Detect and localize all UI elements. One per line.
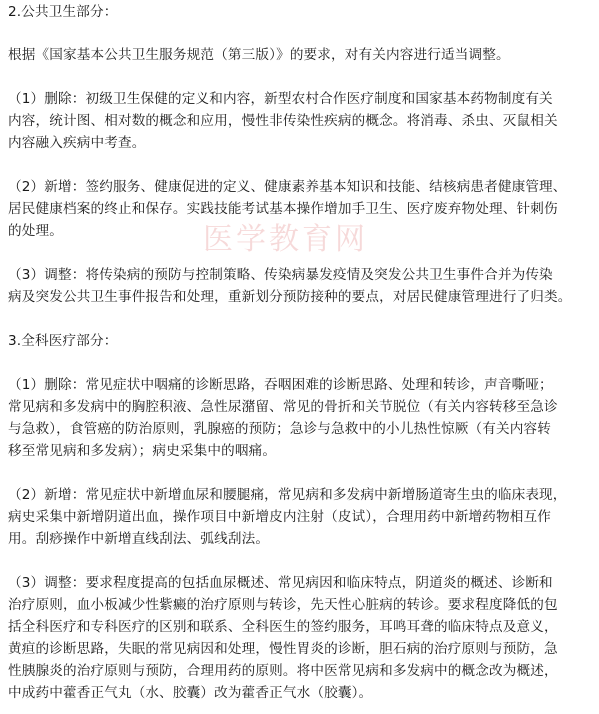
public-health-add-line-2: 居民健康档案的终止和保存。实践技能考试基本操作增加手卫生、医疗废弃物处理、针刺伤 <box>8 201 558 217</box>
section-heading-general-practice: 3.全科医疗部分： <box>8 333 118 349</box>
section-heading-public-health: 2.公共卫生部分： <box>8 4 118 20</box>
public-health-delete-line-3: 内容融入疾病中考查。 <box>8 135 146 151</box>
general-practice-add-line-2: 病史采集中新增阴道出血，操作项目中新增皮内注射（皮试），合理用药中新增药物相互作 <box>8 509 551 525</box>
general-practice-adjust-line-4: 黄疸的诊断思路，失眠的常见病因和处理，慢性胃炎的诊断，胆石病的治疗原则与预防，急 <box>8 641 558 657</box>
general-practice-add-line-1: （2）新增：常见症状中新增血尿和腰腿痛，常见病和多发病中新增肠道寄生虫的临床表现， <box>8 487 567 503</box>
general-practice-delete-line-1: （1）删除：常见症状中咽痛的诊断思路，吞咽困难的诊断思路、处理和转诊，声音嘶哑； <box>8 377 553 393</box>
general-practice-delete-line-3: 与急救），食管癌的防治原则，乳腺癌的预防；急诊与急救中的小儿热性惊厥（有关内容转 <box>8 421 551 437</box>
public-health-add-line-1: （2）新增：签约服务、健康促进的定义、健康素养基本知识和技能、结核病患者健康管理、 <box>8 179 567 195</box>
general-practice-delete-line-2: 常见病和多发病中的胸腔积液、急性尿潴留、常见的骨折和关节脱位（有关内容转移至急诊 <box>8 399 558 415</box>
general-practice-adjust-line-1: （3）调整：要求程度提高的包括血尿概述、常见病因和临床特点，阴道炎的概述、诊断和 <box>8 575 553 591</box>
public-health-add-line-3: 的处理。 <box>8 223 63 239</box>
general-practice-delete-line-4: 移至常见病和多发病）；病史采集中的咽痛。 <box>8 443 277 459</box>
general-practice-adjust-line-2: 治疗原则，血小板减少性紫癜的治疗原则与转诊，先天性心脏病的转诊。要求程度降低的包 <box>8 597 558 613</box>
public-health-delete-line-2: 内容，统计图、相对数的概念和应用，慢性非传染性疾病的概念。将消毒、杀虫、灭鼠相关 <box>8 113 558 129</box>
general-practice-adjust-line-3: 括全科医疗和专科医疗的区别和联系、全科医生的签约服务，耳鸣耳聋的临床特点及意义， <box>8 619 558 635</box>
public-health-adjust-line-1: （3）调整：将传染病的预防与控制策略、传染病暴发疫情及突发公共卫生事件合并为传染 <box>8 267 553 283</box>
watermark-text: 医学教育网 <box>203 222 368 257</box>
general-practice-adjust-line-6: 中成药中藿香正气丸（水、胶囊）改为藿香正气水（胶囊）。 <box>8 685 373 701</box>
public-health-delete-line-1: （1）删除：初级卫生保健的定义和内容，新型农村合作医疗制度和国家基本药物制度有关 <box>8 91 553 107</box>
general-practice-add-line-3: 用。刮痧操作中新增直线刮法、弧线刮法。 <box>8 531 270 547</box>
public-health-adjust-line-2: 病及突发公共卫生事件报告和处理，重新划分预防接种的要点，对居民健康管理进行了归类。 <box>8 289 572 305</box>
intro-paragraph-line: 根据《国家基本公共卫生服务规范（第三版）》的要求，对有关内容进行适当调整。 <box>8 47 510 63</box>
general-practice-adjust-line-5: 性胰腺炎的治疗原则与预防，合理用药的原则。将中医常见病和多发病中的概念改为概述， <box>8 663 558 679</box>
